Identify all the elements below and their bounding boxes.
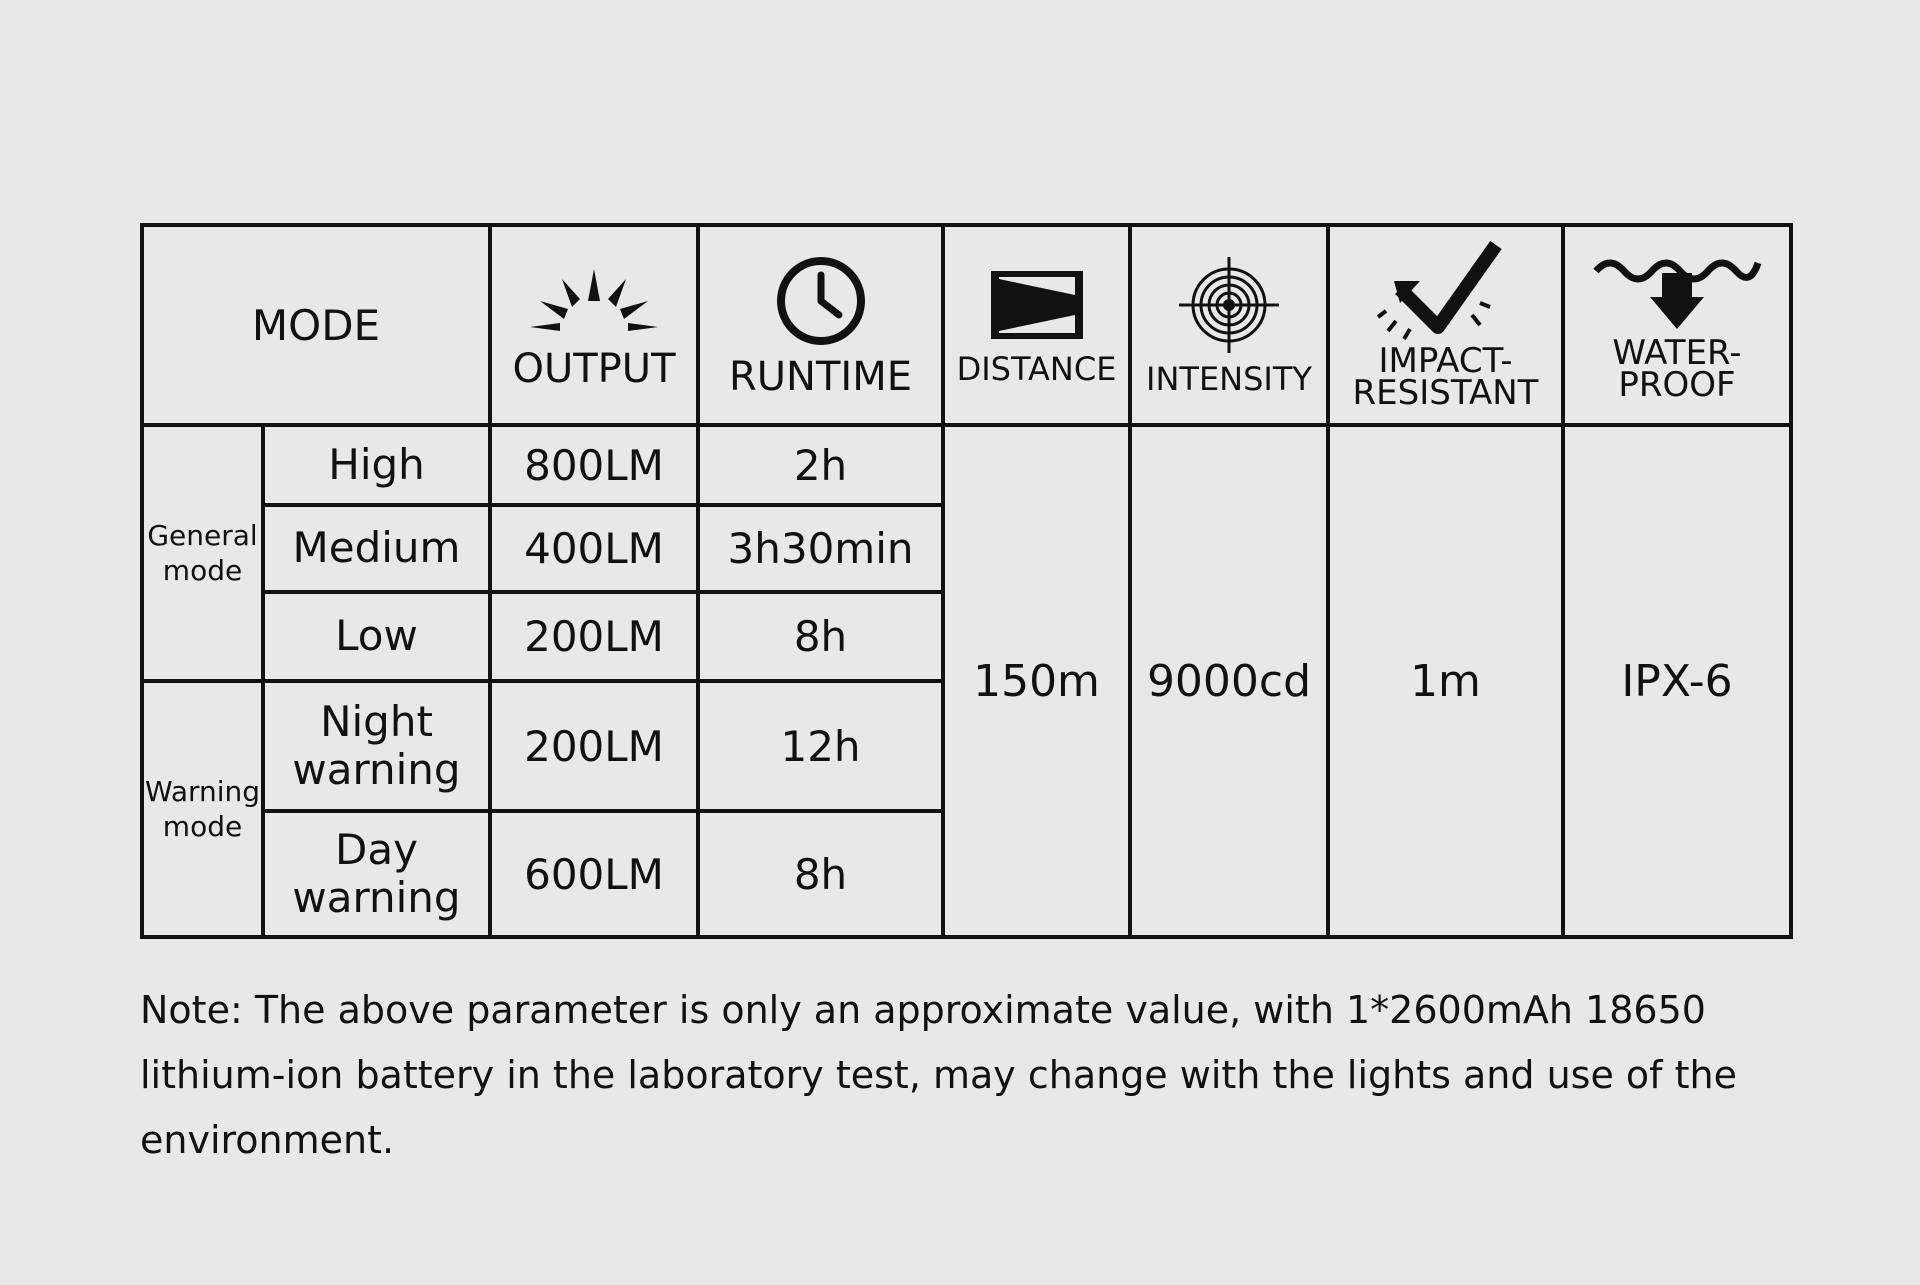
mode-high: High (263, 425, 490, 505)
sunburst-icon (524, 261, 664, 341)
output-header (490, 225, 698, 425)
runtime-header (698, 225, 943, 425)
output-header-label: OUTPUT (512, 346, 676, 392)
output-low: 200LM (490, 592, 698, 681)
output-night-warning: 200LM (490, 681, 698, 811)
waterproof-header-label-2: PROOF (1618, 365, 1736, 405)
group-general-mode: General mode (142, 425, 263, 681)
runtime-night-warning: 12h (698, 681, 943, 811)
waterproof-header (1563, 225, 1791, 425)
runtime-header-label: RUNTIME (728, 354, 912, 400)
runtime-high: 2h (698, 425, 943, 505)
impact-header (1328, 225, 1563, 425)
table-row (142, 425, 1791, 505)
beam-distance-icon (987, 265, 1087, 345)
mode-day-warning: Day warning (263, 811, 490, 937)
mode-night-warning: Night warning (263, 681, 490, 811)
mode-header (142, 225, 490, 425)
output-high: 800LM (490, 425, 698, 505)
header-row (142, 225, 1791, 425)
note-text: Note: The above parameter is only an approximate value, with 1*2600mAh 18650 lithium-ion battery in the laboratory test, may change with the lights and use of the environment. (140, 988, 1737, 1162)
water-arrow-icon (1592, 249, 1762, 333)
mode-low: Low (263, 592, 490, 681)
intensity-value: 9000cd (1130, 425, 1328, 937)
output-day-warning: 600LM (490, 811, 698, 937)
impact-value: 1m (1328, 425, 1563, 937)
distance-header-label: DISTANCE (956, 350, 1117, 388)
distance-header (943, 225, 1130, 425)
runtime-day-warning: 8h (698, 811, 943, 937)
mode-header-label: MODE (251, 300, 381, 350)
runtime-medium: 3h30min (698, 505, 943, 592)
impact-check-icon (1376, 241, 1516, 341)
distance-value: 150m (943, 425, 1130, 937)
spec-table (140, 223, 1793, 939)
intensity-header (1130, 225, 1328, 425)
impact-header-label-1: IMPACT- (1378, 340, 1513, 381)
waterproof-header-label-1: WATER- (1612, 332, 1742, 373)
impact-header-label-2: RESISTANT (1352, 373, 1539, 413)
target-icon (1174, 255, 1284, 355)
group-warning-mode: Warning mode (142, 681, 263, 937)
waterproof-value: IPX-6 (1563, 425, 1791, 937)
clock-icon (771, 253, 871, 349)
mode-medium: Medium (263, 505, 490, 592)
intensity-header-label: INTENSITY (1146, 360, 1312, 398)
runtime-low: 8h (698, 592, 943, 681)
output-medium: 400LM (490, 505, 698, 592)
